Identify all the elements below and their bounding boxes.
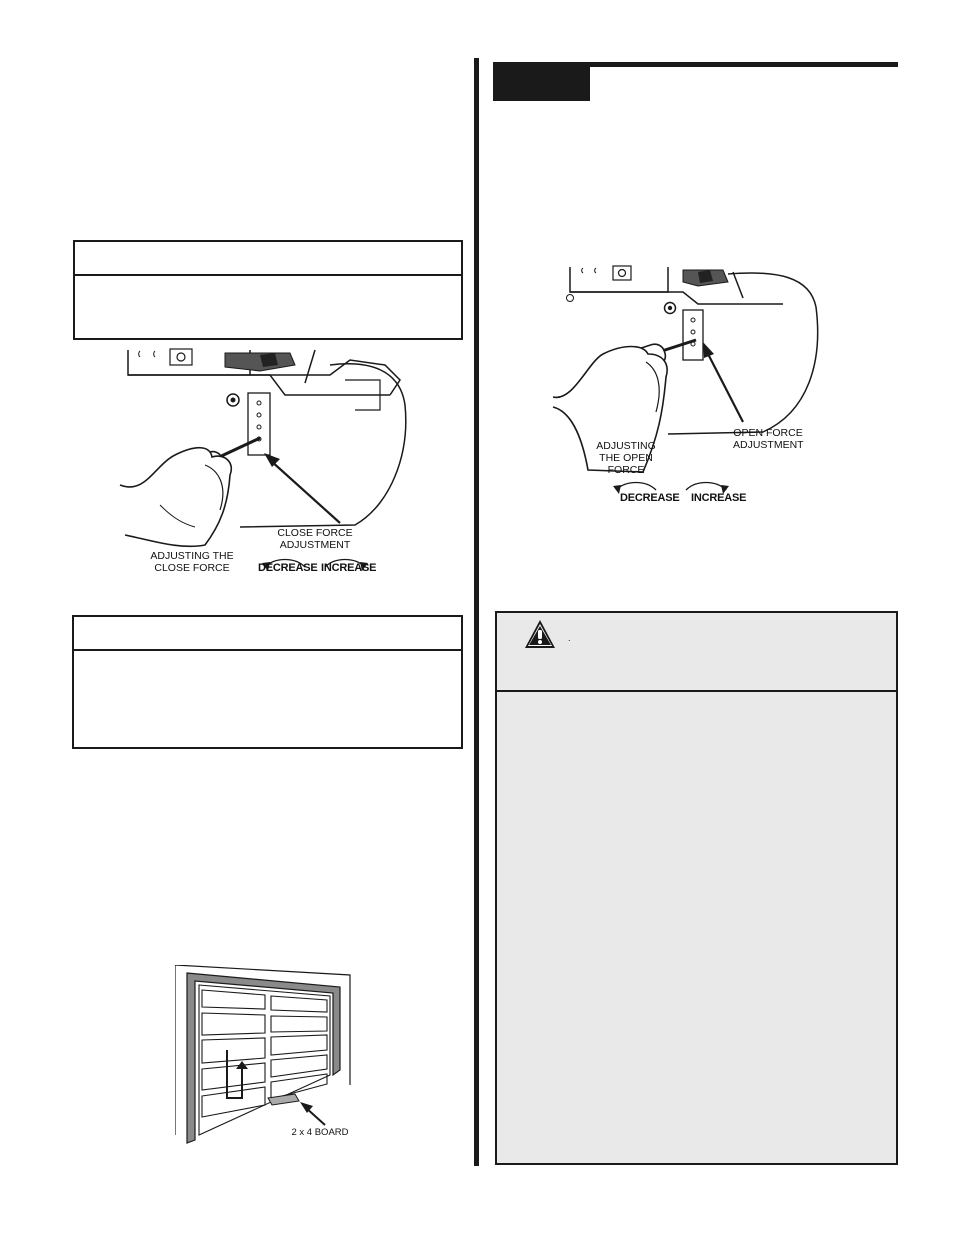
warning-box (495, 611, 898, 1165)
warning-signal-word: . (568, 633, 571, 643)
notice-box-middle-header (74, 617, 461, 651)
open-increase-label: INCREASE (691, 492, 747, 504)
notice-box-top-header (75, 242, 461, 276)
column-divider (474, 58, 479, 1166)
close-force-callout: CLOSE FORCE ADJUSTMENT (277, 527, 353, 551)
open-force-caption: ADJUSTING THE OPEN FORCE (596, 440, 656, 476)
board-callout: 2 x 4 BOARD (291, 1127, 349, 1138)
open-force-callout: OPEN FORCE ADJUSTMENT (733, 427, 804, 451)
notice-box-middle (72, 615, 463, 749)
section-header-tab (493, 62, 590, 101)
close-force-figure (100, 345, 440, 595)
open-force-figure (548, 262, 828, 512)
warning-box-header (497, 613, 896, 692)
garage-door-figure (175, 965, 365, 1145)
warning-triangle-icon (524, 619, 556, 649)
open-decrease-label: DECREASE (620, 492, 680, 504)
close-force-caption: ADJUSTING THE CLOSE FORCE (150, 550, 234, 574)
notice-box-top (73, 240, 463, 340)
close-increase-label: INCREASE (321, 562, 377, 574)
close-decrease-label: DECREASE (258, 562, 318, 574)
garage-door-illustration (175, 965, 365, 1145)
